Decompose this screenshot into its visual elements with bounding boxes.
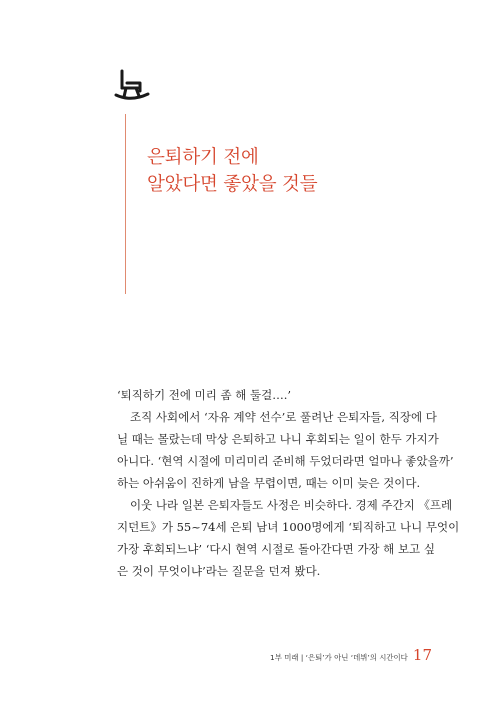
body-line: 지던트》가 55~74세 은퇴 남녀 1000명에게 ‘퇴직하고 나니 무엇이 [117, 520, 460, 534]
body-line: 닐 때는 몰랐는데 막상 은퇴하고 나니 후회되는 일이 한두 가지가 [117, 432, 439, 446]
body-line: ‘퇴직하기 전에 미리 좀 해 둘걸….’ [117, 388, 292, 402]
running-head: 1부 미래 | ‘은퇴’가 아닌 ‘데뷔’의 시간이다 [270, 653, 408, 662]
page-number: 17 [412, 646, 432, 664]
page-footer [270, 648, 432, 668]
rocking-chair-icon [113, 68, 151, 102]
body-line: 가장 후회되느냐’ ‘다시 현역 시절로 돌아간다면 가장 해 보고 싶 [117, 542, 435, 556]
body-line: 조직 사회에서 ‘자유 계약 선수’로 풀려난 은퇴자들, 직장에 다 [130, 410, 437, 424]
chapter-opener [125, 114, 386, 294]
chapter-title [147, 144, 317, 198]
chapter-title-line-2: 알았다면 좋았을 것들 [147, 174, 318, 195]
chapter-title-line-1: 은퇴하기 전에 [147, 147, 259, 168]
body-line: 은 것이 무엇이냐’라는 질문을 던져 봤다. [117, 564, 321, 578]
body-text [117, 384, 460, 582]
body-line: 하는 아쉬움이 진하게 남을 무렵이면, 때는 이미 늦은 것이다. [117, 476, 421, 490]
body-line: 이웃 나라 일본 은퇴자들도 사정은 비슷하다. 경제 주간지 《프레 [130, 498, 453, 512]
body-line: 아니다. ‘현역 시절에 미리미리 준비해 두었더라면 얼마나 좋았을까’ [117, 454, 454, 468]
